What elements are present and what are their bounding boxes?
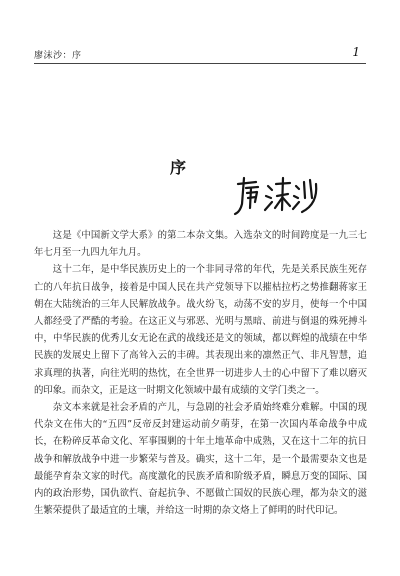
header-rule [34, 63, 366, 64]
author-signature [232, 174, 322, 218]
running-head: 廖沫沙：序 [34, 51, 82, 61]
paragraph: 这十二年，是中华民族历史上的一个非同寻常的年代，先是关系民族生死存亡的八年抗日战争，接着是中国人民在共产党领导下以摧枯拉朽之势推翻蒋家王朝在大陆统治的三年人民解放战争。战火纷飞，动荡不安的岁月，使每一个中国人都经受了严酷的考验。在这正义与邪恶、光明与黑暗、前进与倒退的殊死搏斗中，中华民族的优秀儿女无论在武的战线还是文的领域，都以辉煌的战绩在中华民族的发展史上留下了高耸入云的丰碑。其表现出来的凛然正气、非凡智慧，追求真理的执著，向往光明的热忱，在全世界一切进步人士的心中留下了难以磨灭的印象。而杂文，正是这一时期文化领域中最有成绩的文学门类之一。 [34, 264, 367, 396]
paragraph: 这是《中国新文学大系》的第二本杂文集。入选杂文的时间跨度是一九三七年七月至一九四九年九月。 [34, 230, 367, 259]
paragraph: 杂文本来就是社会矛盾的产儿，与急剧的社会矛盾始终难分难解。中国的现代杂文在伟大的“五四”反帝反封建运动前夕萌芽，在第一次国内革命战争中成长，在粉碎反革命文化、军事围剿的十年土地革命中成熟，又在这十二年的抗日战争和解放战争中进一步繁荣与普及。确实，这十二年，是一个最需要杂文也是最能孕育杂文家的时代。高度激化的民族矛盾和阶级矛盾，瞬息万变的国际、国内的政治形势，国仇欲忾、奋起抗争、不愿做亡国奴的民族心理，都为杂文的滋生繁荣提供了最适宜的土壤，并给这一时期的杂文烙上了鲜明的时代印记。 [34, 402, 367, 517]
section-title: 序 [170, 158, 189, 177]
page-number: 1 [352, 45, 360, 59]
body-text [34, 227, 367, 519]
